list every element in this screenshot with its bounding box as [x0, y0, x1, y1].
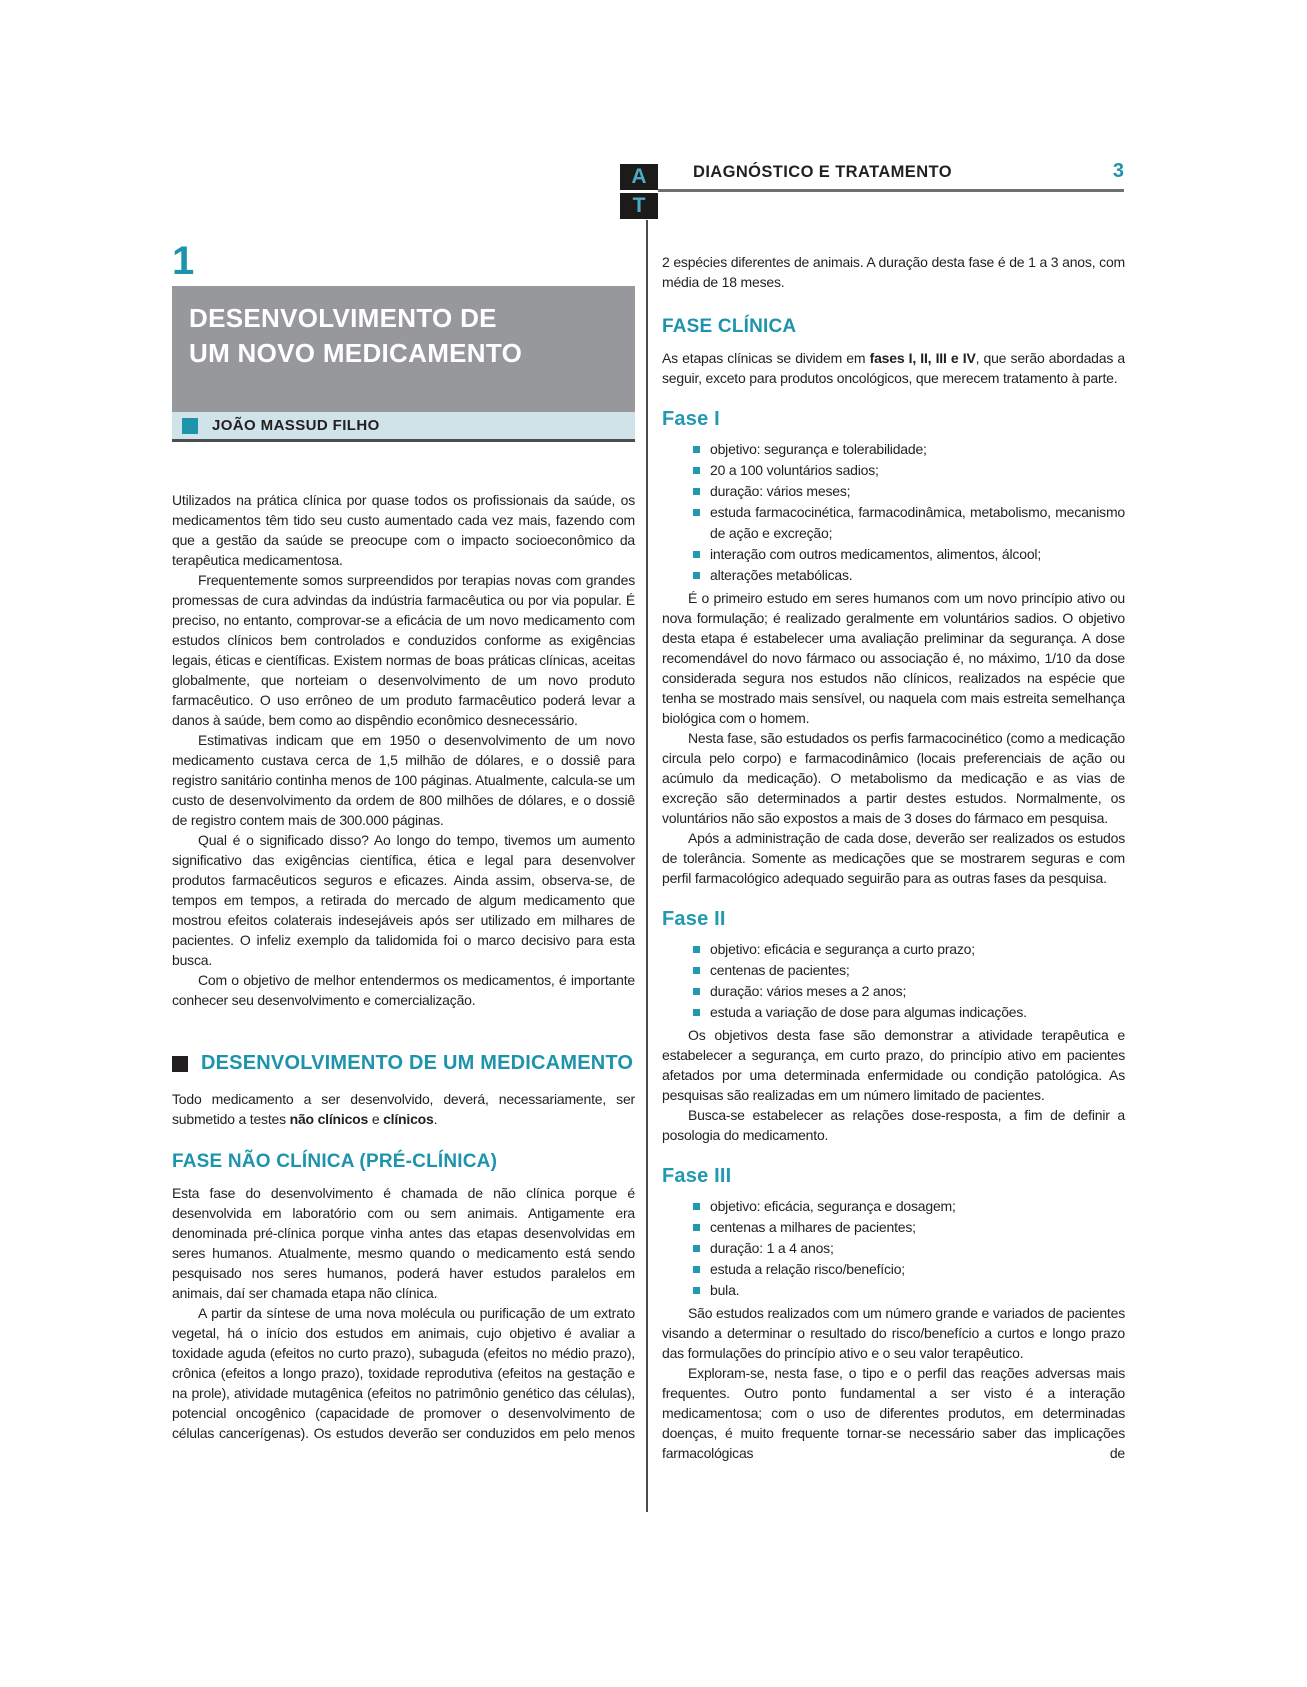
list-item-text: estuda a relação risco/benefício; [710, 1261, 905, 1277]
list-item-text: centenas a milhares de pacientes; [710, 1219, 916, 1235]
section-square-icon [172, 1056, 188, 1072]
chapter-title-box [172, 286, 635, 412]
bullet-square-icon [693, 1245, 700, 1252]
bullet-square-icon [693, 509, 700, 516]
list-item [662, 460, 1125, 481]
bullet-square-icon [693, 1224, 700, 1231]
paragraph: Nesta fase, são estudados os perfis farmacocinético (como a medicação circula pelo corpo) e farmacodinâmico (locais preferenciais de ação ou acúmulo da medicação). O metabolismo da medicação e as vias de excreção são determinados a partir destes estudos. Normalmente, os voluntários não são expostos a mais de 3 doses do fármaco em pesquisa. [662, 730, 1125, 826]
section-heading-label: DESENVOLVIMENTO DE UM MEDICAMENTO [201, 1052, 634, 1074]
list-item [662, 960, 1125, 981]
text-run: e [368, 1111, 384, 1127]
paragraph: Os objetivos desta fase são demonstrar a atividade terapêutica e estabelecer a segurança, em curto prazo, do princípio ativo em pacientes afetados por uma determinada enfermidade ou condição patológica. As pesquisas são realizadas em um número limitado de pacientes. [662, 1027, 1125, 1103]
bullet-square-icon [693, 467, 700, 474]
fase-1-bullet-list [662, 439, 1125, 586]
bullet-square-icon [693, 572, 700, 579]
right-column [662, 242, 1125, 1463]
list-item [662, 565, 1125, 586]
paragraph: A partir da síntese de uma nova molécula ou purificação de um extrato vegetal, há o início dos estudos em animais, cujo objetivo é avaliar a toxidade aguda (efeitos no curto prazo), subaguda (efeitos no médio prazo), crônica (efeitos a longo prazo), toxidade reprodutiva (efeitos na gestação e na prole), atividade mutagênica (efeitos no patrimônio genético das células), potencial oncogênico (capacidade de promover o desenvolvimento de células cancerígenas). Os estudos deverão ser conduzidos em pelo menos [172, 1305, 635, 1441]
bullet-square-icon [693, 488, 700, 495]
list-item [662, 1217, 1125, 1238]
paragraph [662, 348, 1125, 388]
bullet-square-icon [693, 1266, 700, 1273]
list-item [662, 544, 1125, 565]
bold-run: não clínicos [289, 1111, 369, 1127]
author-name: JOÃO MASSUD FILHO [212, 416, 380, 434]
paragraph: Esta fase do desenvolvimento é chamada de não clínica porque é desenvolvida em laboratório com ou sem animais. Antigamente era denominada pré-clínica porque vinha antes das etapas desenvolvidas em seres humanos. Atualmente, mesmo quando o medicamento está sendo pesquisado nos seres humanos, poderá haver estudos paralelos em animais, daí ser chamada etapa não clínica. [172, 1185, 635, 1301]
left-column [172, 239, 635, 1443]
bullet-square-icon [693, 1009, 700, 1016]
list-item [662, 502, 1125, 544]
text-run: , que serão abordadas a seguir, exceto para produtos oncológicos, que merecem tratamento à parte. [662, 350, 1125, 386]
list-item-text: objetivo: eficácia e segurança a curto prazo; [710, 941, 975, 957]
paragraph: 2 espécies diferentes de animais. A duração desta fase é de 1 a 3 anos, com média de 18 meses. [662, 254, 1125, 290]
paragraph [172, 1089, 635, 1129]
list-item-text: duração: 1 a 4 anos; [710, 1240, 834, 1256]
list-item [662, 1238, 1125, 1259]
list-item-text: interação com outros medicamentos, alimentos, álcool; [710, 546, 1042, 562]
paragraph: São estudos realizados com um número grande e variados de pacientes visando a determinar o resultado do risco/benefício a curtos e longo prazo das formulações do princípio ativo e o seu valor terapêutico. [662, 1305, 1125, 1361]
paragraph: Busca-se estabelecer as relações dose-resposta, a fim de definir a posologia do medicamento. [662, 1107, 1125, 1143]
paragraph: Qual é o significado disso? Ao longo do tempo, tivemos um aumento significativo das exigências científica, ética e legal para desenvolver produtos farmacêuticos seguros e eficazes. Ainda assim, observa-se, de tempos em tempos, a retirada do mercado de algum medicamento que mostrou efeitos colaterais indesejáveis após ser utilizado em milhares de pacientes. O infeliz exemplo da talidomida foi o marco decisivo para esta busca. [172, 832, 635, 968]
list-item [662, 481, 1125, 502]
author-bar [172, 412, 635, 442]
list-item-text: objetivo: segurança e tolerabilidade; [710, 441, 927, 457]
at-logo [620, 164, 658, 220]
phase-heading-fase-3: Fase III [662, 1165, 732, 1187]
phase-heading-fase-2: Fase II [662, 908, 726, 930]
text-run: Todo medicamento a ser desenvolvido, deverá, necessariamente, ser submetido a testes [172, 1091, 635, 1127]
paragraph: Após a administração de cada dose, deverão ser realizados os estudos de tolerância. Somente as medicações que se mostrarem seguras e com perfil farmacológico adequado seguirão para as outras fases da pesquisa. [662, 830, 1125, 886]
bullet-square-icon [693, 967, 700, 974]
bullet-square-icon [693, 1203, 700, 1210]
paragraph: Com o objetivo de melhor entendermos os medicamentos, é importante conhecer seu desenvolvimento e comercialização. [172, 972, 635, 1008]
bullet-square-icon [693, 551, 700, 558]
list-item-text: bula. [710, 1282, 740, 1298]
running-title: DIAGNÓSTICO E TRATAMENTO [693, 163, 952, 181]
list-item [662, 1002, 1125, 1023]
phase-heading-fase-1: Fase I [662, 408, 720, 430]
list-item [662, 1196, 1125, 1217]
list-item-text: 20 a 100 voluntários sadios; [710, 462, 879, 478]
column-divider [646, 220, 648, 1512]
bullet-square-icon [693, 446, 700, 453]
list-item-text: duração: vários meses; [710, 483, 851, 499]
list-item [662, 939, 1125, 960]
list-item-text: alterações metabólicas. [710, 567, 853, 583]
fase-3-bullet-list [662, 1196, 1125, 1301]
list-item [662, 439, 1125, 460]
logo-letter-t: T [620, 193, 658, 219]
section-heading-desenvolvimento [172, 1052, 635, 1075]
bullet-square-icon [693, 988, 700, 995]
author-square-icon [182, 418, 198, 434]
list-item-text: estuda a variação de dose para algumas indicações. [710, 1004, 1027, 1020]
page-number: 3 [1112, 160, 1124, 182]
list-item-text: objetivo: eficácia, segurança e dosagem; [710, 1198, 956, 1214]
paragraph: Utilizados na prática clínica por quase todos os profissionais da saúde, os medicamentos têm tido seu custo aumentado cada vez mais, fazendo com que a gestão da saúde se preocupe com o impacto socioeconômico da terapêutica medicamentosa. [172, 492, 635, 568]
paragraph: Frequentemente somos surpreendidos por terapias novas com grandes promessas de cura advindas da indústria farmacêutica ou por via popular. É preciso, no entanto, comprovar-se a eficácia de um novo medicamento com estudos clínicos bem controlados e conduzidos conforme as exigências legais, éticas e científicas. Existem normas de boas práticas clínicas, aceitas globalmente, que norteiam o desenvolvimento de um novo produto farmacêutico. O uso errôneo de um produto farmacêutico poderá levar a danos à saúde, bem como ao dispêndio econômico desnecessário. [172, 572, 635, 728]
subsection-heading-fase-nao-clinica: FASE NÃO CLÍNICA (PRÉ-CLÍNICA) [172, 1151, 498, 1172]
list-item-text: duração: vários meses a 2 anos; [710, 983, 907, 999]
bullet-square-icon [693, 946, 700, 953]
list-item [662, 1280, 1125, 1301]
chapter-number: 1 [172, 239, 195, 283]
text-run: As etapas clínicas se dividem em [662, 350, 870, 366]
list-item [662, 1259, 1125, 1280]
chapter-title-line: DESENVOLVIMENTO DE [189, 303, 497, 333]
paragraph: Exploram-se, nesta fase, o tipo e o perfil das reações adversas mais frequentes. Outro ponto fundamental a ser visto é a interação medicamentosa; com o uso de diferentes produtos, em determinadas doenças, é muito frequente tornar-se necessário saber das implicações farmacológicas de [662, 1365, 1125, 1461]
paragraph: Estimativas indicam que em 1950 o desenvolvimento de um novo medicamento custava cerca de 1,5 milhão de dólares, e o dossiê para registro sanitário continha menos de 100 páginas. Atualmente, calcula-se um custo de desenvolvimento da ordem de 800 milhões de dólares, e o dossiê de registro contem mais de 300.000 páginas. [172, 732, 635, 828]
bold-run: clínicos [383, 1111, 434, 1127]
section-heading-fase-clinica: FASE CLÍNICA [662, 316, 797, 337]
bold-run: fases I, II, III e IV [869, 350, 976, 366]
list-item-text: centenas de pacientes; [710, 962, 850, 978]
list-item-text: estuda farmacocinética, farmacodinâmica, metabolismo, mecanismo de ação e excreção; [710, 504, 1125, 541]
header-rule [658, 189, 1124, 192]
chapter-title-line: UM NOVO MEDICAMENTO [189, 338, 523, 368]
logo-letter-a: A [620, 164, 658, 190]
list-item [662, 981, 1125, 1002]
bullet-square-icon [693, 1287, 700, 1294]
text-run: . [433, 1111, 438, 1127]
fase-2-bullet-list [662, 939, 1125, 1023]
paragraph: É o primeiro estudo em seres humanos com um novo princípio ativo ou nova formulação; é realizado geralmente em voluntários sadios. O objetivo desta etapa é estabelecer uma avaliação preliminar da segurança. A dose recomendável do novo fármaco ou associação é, no máximo, 1/10 da dose considerada segura nos estudos não clínicos, realizados na espécie que tenha se mostrado mais sensível, ou naquela com mais estreita semelhança biológica com o homem. [662, 590, 1125, 726]
